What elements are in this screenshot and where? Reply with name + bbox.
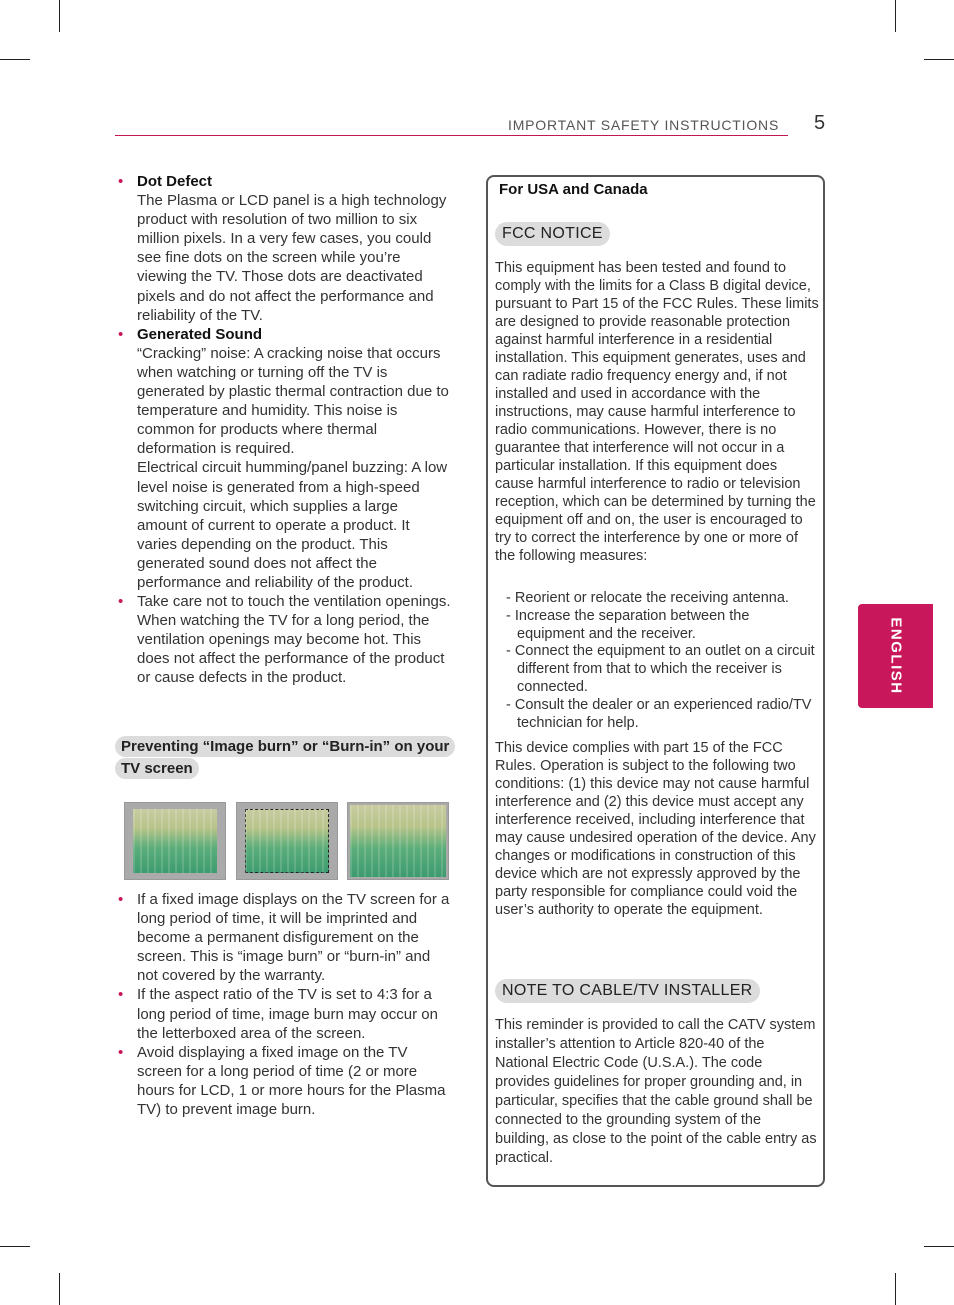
crop-mark [0, 1246, 30, 1247]
crop-mark [895, 1273, 896, 1305]
crop-mark [924, 1246, 954, 1247]
crop-mark [59, 0, 60, 32]
language-tab [858, 604, 933, 708]
tv-screen-image-normal [124, 802, 226, 880]
tv-screen-image-full [347, 802, 449, 880]
crop-mark [895, 0, 896, 32]
fcc-intro-text: This equipment has been tested and found to comply with the limits for a Class B digital device, pursuant to Part 15 of the FCC Rules. These limits are designed to provide reasonable protection against harmful interference in a residential installation. This equipment generates, uses and can radiate radio frequency energy and, if not installed and used in accordance with the instructions, may cause harmful interference to radio communications. However, there is no guarantee that interference will not occur in a particular installation. If this equipment does cause harmful interference to radio or television reception, which can be determined by turning the equipment off and on, the user is encouraged to try to correct the interference by one or more of the following measures: [495, 260, 819, 564]
header-divider [115, 135, 788, 136]
burn-in-images [124, 802, 448, 880]
list-item: - Consult the dealer or an experienced radio/TV technician for help. [506, 696, 812, 731]
catv-note-text: This reminder is provided to call the CATV system installer’s attention to Article 820-40 of the National Electric Code (U.S.A.). The code provides guidelines for proper grounding and, in particular, specifies that the cable ground shall be connected to the grounding system of the building, as close to the point of the cable entry as practical. [495, 1017, 817, 1166]
burn-in-bullet-list [118, 890, 452, 1119]
item-paragraph: • Take care not to touch the ventilation openings. When watching the TV for a long period, the ventilation openings may become hot. This does not affect the performance of the product or cause defects in the product. [137, 593, 451, 687]
crop-mark [924, 59, 954, 60]
page-number: 5 [814, 112, 826, 134]
fcc-notice-heading: FCC NOTICE [495, 222, 610, 246]
left-column [118, 172, 452, 688]
box-title: For USA and Canada [499, 181, 648, 198]
crop-mark [59, 1273, 60, 1305]
fcc-compliance-text: This device complies with part 15 of the FCC Rules. Operation is subject to the following two conditions: (1) this device may not cause harmful interference and (2) this device must accept any interference received, including interference that may cause undesired operation of the device. Any changes or modifications in construction of this device which are not expressly approved by the party responsible for compliance could void the user’s authority to operate the equipment. [495, 740, 816, 918]
item-paragraph: “Cracking” noise: A cracking noise that occurs when watching or turning off the TV is generated by plastic thermal contraction due to temperature and humidity. This noise is common for products where thermal deformation is required. [137, 344, 449, 458]
list-item-ventilation [118, 592, 452, 687]
item-paragraph: Electrical circuit humming/panel buzzing: A low level noise is generated from a high-speed switching circuit, which supplies a large amount of current to operate a product. It varies depending on the product. This generated sound does not affect the performance and reliability of the product. [137, 459, 448, 591]
list-item: • Avoid displaying a fixed image on the TV screen for a long period of time (2 or more hours for LCD, 1 or more hours for the Plasma TV) to prevent image burn. [118, 1043, 452, 1119]
item-heading: • Generated Sound [137, 325, 263, 343]
list-item: • If the aspect ratio of the TV is set to 4:3 for a long period of time, image burn may occur on the letterboxed area of the screen. [118, 985, 452, 1042]
crop-mark [0, 59, 30, 60]
language-tab-label: ENGLISH [887, 617, 904, 695]
list-item: - Reorient or relocate the receiving antenna. [506, 590, 789, 606]
section-title: IMPORTANT SAFETY INSTRUCTIONS [508, 117, 780, 133]
tv-screen-image-burn [236, 802, 338, 880]
list-item-dot-defect [118, 172, 452, 325]
list-item: - Connect the equipment to an outlet on a circuit different from that to which the receiver is connected. [506, 643, 815, 695]
burn-in-heading: Preventing “Image burn” or “Burn-in” on your TV screen [115, 736, 460, 780]
item-paragraph: The Plasma or LCD panel is a high technology product with resolution of two million to six million pixels. In a very few cases, you could see fine dots on the screen while you’re viewing the TV. Those dots are deactivated pixels and do not affect the performance and reliability of the TV. [137, 192, 447, 324]
burn-in-list-container [118, 890, 452, 1119]
catv-note-heading: NOTE TO CABLE/TV INSTALLER [495, 979, 760, 1003]
fcc-measures-list [506, 590, 821, 732]
list-item: • If a fixed image displays on the TV screen for a long period of time, it will be imprinted and become a permanent disfigurement on the screen. This is “image burn” or “burn-in” and not covered by the warranty. [118, 890, 452, 985]
item-heading: • Dot Defect [137, 173, 213, 190]
safety-bullet-list [118, 172, 452, 688]
list-item: - Increase the separation between the equipment and the receiver. [506, 607, 750, 642]
list-item-generated-sound [118, 325, 452, 592]
